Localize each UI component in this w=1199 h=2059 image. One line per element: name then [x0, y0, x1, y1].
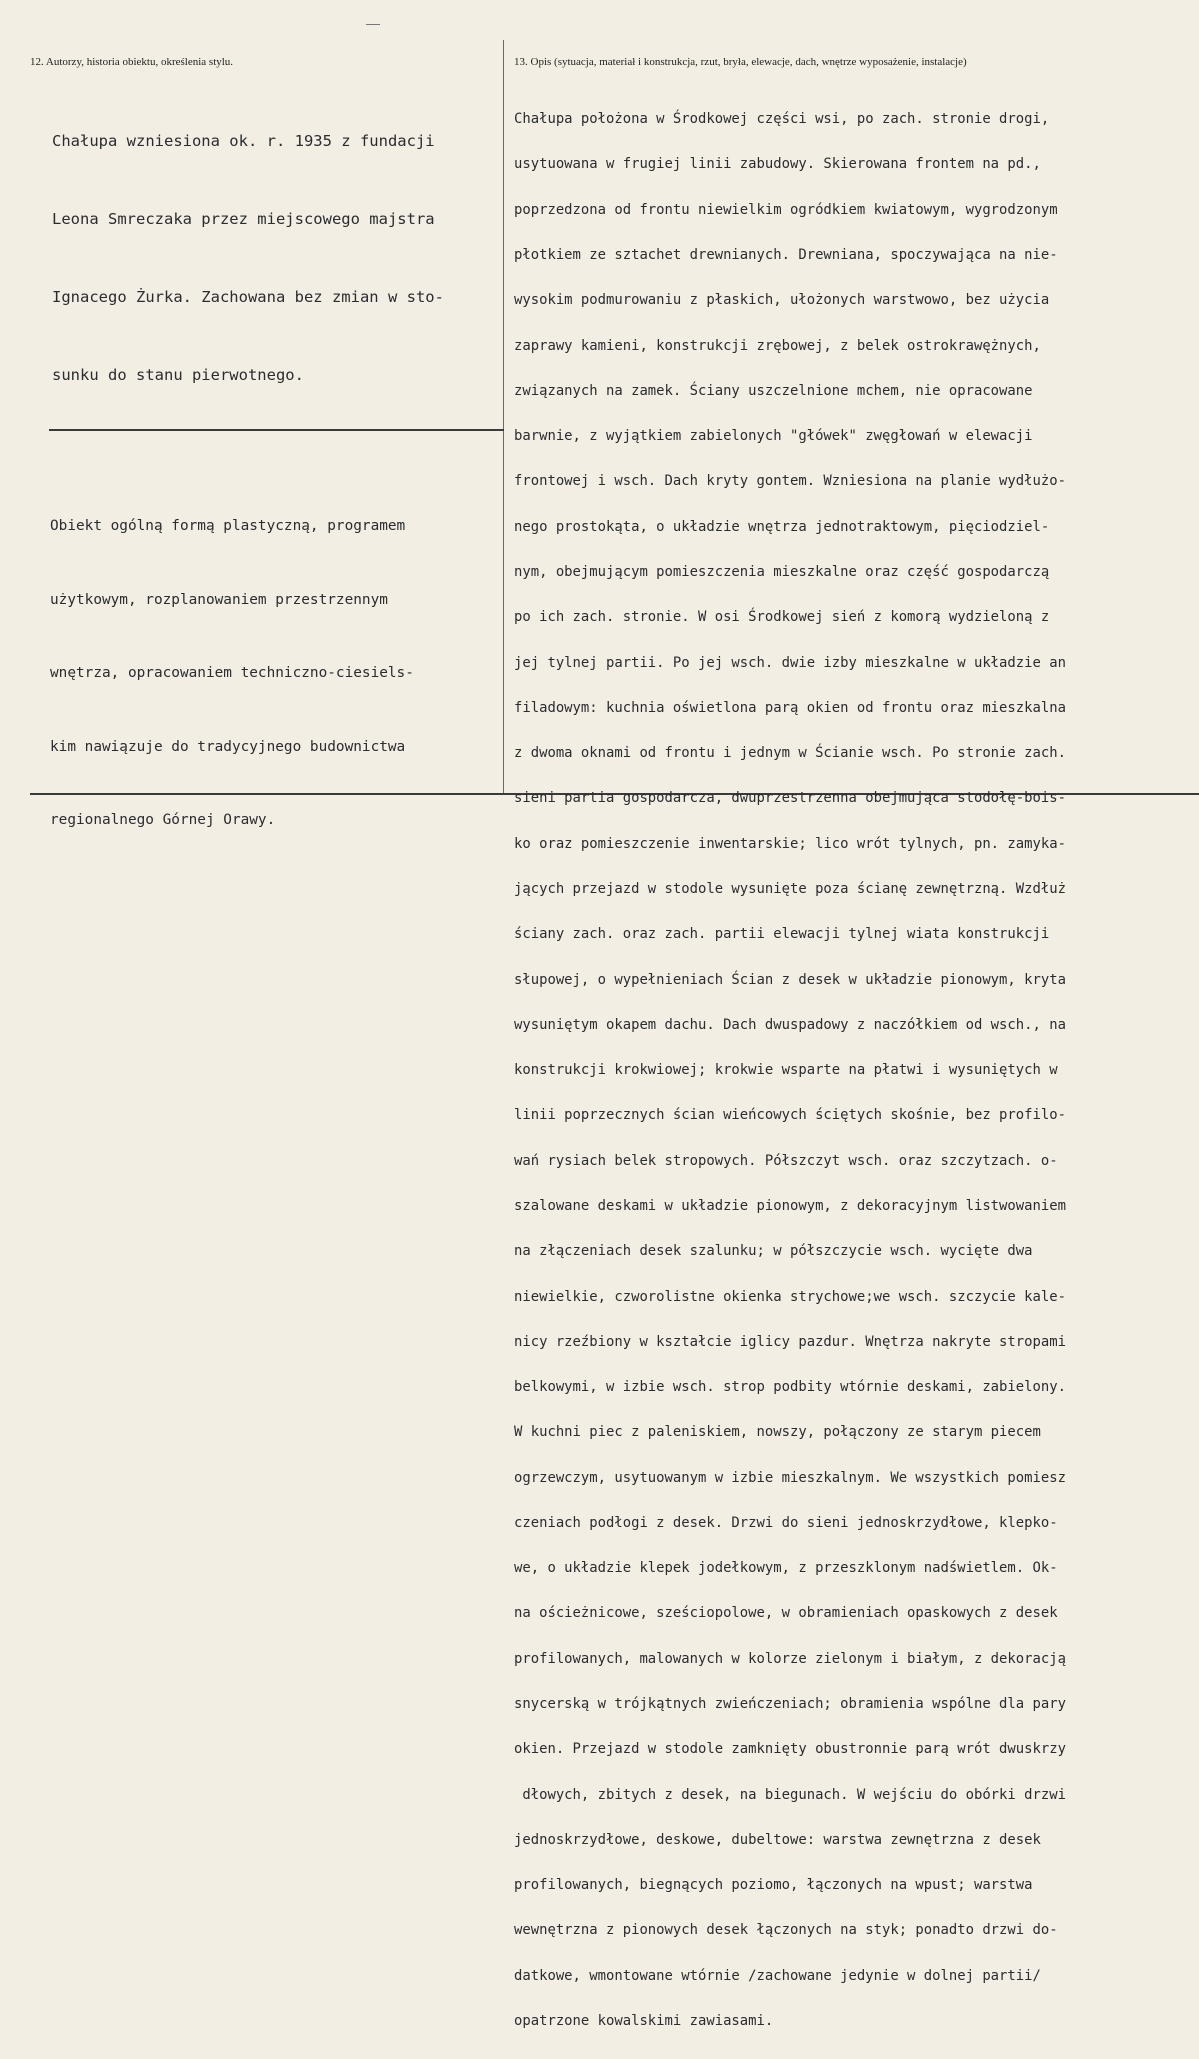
style-line: regionalnego Górnej Orawy.: [50, 812, 276, 828]
description-line: barwnie, z wyjątkiem zabielonych "główek" zwęgłowań w elewacji: [514, 428, 1033, 445]
description-line: we, o układzie klepek jodełkowym, z przeszklonym nadświetlem. Ok-: [514, 1560, 1058, 1577]
description-line: na złączeniach desek szalunku; w półszczycie wsch. wycięte dwa: [514, 1243, 1033, 1260]
history-line: sunku do stanu pierwotnego.: [52, 366, 304, 384]
description-line: datkowe, wmontowane wtórnie /zachowane jedynie w dolnej partii/: [514, 1967, 1041, 1984]
description-line: zaprawy kamieni, konstrukcji zrębowej, z belek ostrokrawężnych,: [514, 337, 1041, 354]
column-divider: [503, 40, 504, 795]
description-line: wysokim podmurowaniu z płaskich, ułożonych warstwowo, bez użycia: [514, 292, 1050, 309]
description-line: belkowymi, w izbie wsch. strop podbity wtórnie deskami, zabielony.: [514, 1379, 1066, 1396]
description-line: sieni partia gospodarcza, dwuprzestrzenna obejmująca stodołę-bois-: [514, 790, 1066, 807]
description-line: opatrzone kowalskimi zawiasami.: [514, 2013, 774, 2029]
section-12-header: 12. Autorzy, historia obiektu, określenia stylu.: [30, 56, 234, 68]
description-line: profilowanych, malowanych w kolorze zielonym i białym, z dekoracją: [514, 1650, 1066, 1667]
description-line: nicy rzeźbiony w kształcie iglicy pazdur. Wnętrza nakryte stropami: [514, 1333, 1066, 1350]
description-line: usytuowana w frugiej linii zabudowy. Skierowana frontem na pd.,: [514, 156, 1041, 173]
description-line: poprzedzona od frontu niewielkim ogródkiem kwiatowym, wygrodzonym: [514, 201, 1058, 218]
description-line: ogrzewczym, usytuowanym w izbie mieszkalnym. We wszystkich pomiesz: [514, 1469, 1066, 1486]
description-line: nym, obejmującym pomieszczenia mieszkalne oraz część gospodarczą: [514, 564, 1050, 580]
description-line: wań rysiach belek stropowych. Półszczyt wsch. oraz szczytzach. o-: [514, 1152, 1058, 1169]
description-line: Chałupa położona w Środkowej części wsi, po zach. stronie drogi,: [514, 111, 1050, 128]
description-line: wewnętrzna z pionowych desek łączonych na styk; ponadto drzwi do-: [514, 1922, 1058, 1939]
description-line: profilowanych, biegnących poziomo, łączonych na wpust; warstwa: [514, 1877, 1033, 1894]
description-line: ko oraz pomieszczenie inwentarskie; lico wrót tylnych, pn. zamyka-: [514, 835, 1066, 852]
top-tick-mark: [366, 24, 380, 25]
history-line: Ignacego Żurka. Zachowana bez zmian w sto-: [52, 288, 444, 306]
description-line: czeniach podłogi z desek. Drzwi do sieni jednoskrzydłowe, klepko-: [514, 1514, 1058, 1531]
description-line: słupowej, o wypełnieniach Ścian z desek w układzie pionowym, kryta: [514, 971, 1066, 988]
description-line: konstrukcji krokwiowej; krokwie wsparte na płatwi i wysuniętych w: [514, 1062, 1058, 1079]
description-line: ściany zach. oraz zach. partii elewacji tylnej wiata konstrukcji: [514, 926, 1050, 943]
description-line: jednoskrzydłowe, deskowe, dubeltowe: warstwa zewnętrzna z desek: [514, 1831, 1041, 1848]
description-text: [514, 82, 1066, 2059]
description-line: związanych na zamek. Ściany uszczelnione mchem, nie opracowane: [514, 382, 1033, 399]
style-line: wnętrza, opracowaniem techniczno-ciesiels-: [50, 665, 414, 681]
section-13-header: 13. Opis (sytuacja, materiał i konstrukcja, rzut, bryła, elewacje, dach, wnętrze wyposażenie, instalacje): [514, 56, 967, 68]
description-line: filadowym: kuchnia oświetlona parą okien od frontu oraz mieszkalna: [514, 699, 1066, 716]
description-line: nego prostokąta, o układzie wnętrza jednotraktowym, pięciodziel-: [514, 518, 1050, 535]
description-line: jej tylnej partii. Po jej wsch. dwie izby mieszkalne w układzie an: [514, 654, 1066, 671]
style-line: użytkowym, rozplanowaniem przestrzennym: [50, 591, 388, 608]
description-line: dłowych, zbitych z desek, na biegunach. W wejściu do obórki drzwi: [514, 1786, 1066, 1803]
description-line: szalowane deskami w układzie pionowym, z dekoracyjnym listwowaniem: [514, 1197, 1066, 1214]
description-line: okien. Przejazd w stodole zamknięty obustronnie parą wrót dwuskrzy: [514, 1741, 1066, 1758]
style-text: [50, 465, 414, 882]
description-line: po ich zach. stronie. W osi Środkowej sień z komorą wydzieloną z: [514, 609, 1050, 626]
history-text: [52, 76, 444, 440]
style-line: kim nawiązuje do tradycyjnego budownictwa: [50, 738, 406, 755]
description-line: W kuchni piec z paleniskiem, nowszy, połączony ze starym piecem: [514, 1424, 1041, 1441]
history-line: Leona Smreczaka przez miejscowego majstra: [52, 210, 435, 228]
description-line: wysuniętym okapem dachu. Dach dwuspadowy z naczółkiem od wsch., na: [514, 1016, 1066, 1033]
description-line: niewielkie, czworolistne okienka strychowe;we wsch. szczycie kale-: [514, 1288, 1066, 1305]
description-line: z dwoma oknami od frontu i jednym w Ścianie wsch. Po stronie zach.: [514, 745, 1066, 762]
description-line: linii poprzecznych ścian wieńcowych ściętych skośnie, bez profilo-: [514, 1107, 1066, 1124]
description-line: frontowej i wsch. Dach kryty gontem. Wzniesiona na planie wydłużo-: [514, 473, 1066, 490]
history-line: Chałupa wzniesiona ok. r. 1935 z fundacji: [52, 132, 435, 150]
description-line: snycerską w trójkątnych zwieńczeniach; obramienia wspólne dla pary: [514, 1696, 1066, 1713]
description-line: na ościeżnicowe, sześciopolowe, w obramieniach opaskowych z desek: [514, 1605, 1058, 1622]
description-line: jących przejazd w stodole wysunięte poza ścianę zewnętrzną. Wzdłuż: [514, 880, 1066, 897]
description-line: płotkiem ze sztachet drewnianych. Drewniana, spoczywająca na nie-: [514, 247, 1058, 264]
style-line: Obiekt ogólną formą plastyczną, programem: [50, 518, 406, 534]
